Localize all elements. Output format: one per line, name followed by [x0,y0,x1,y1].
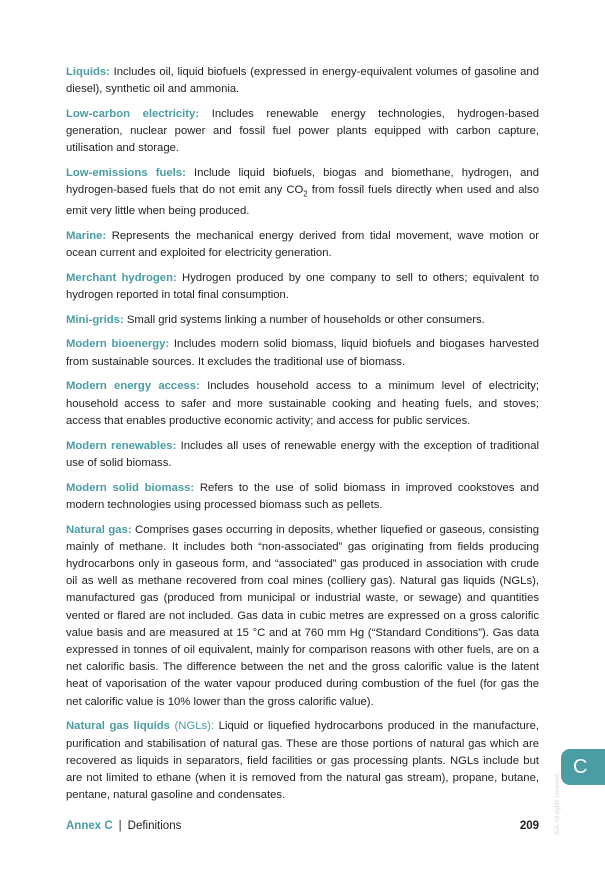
definition-text: Includes modern solid biomass, liquid biofuels and biogases harvested from sustainable sources. It excludes the traditional use of biomass. [66,338,539,368]
definition-natural-gas-liquids [66,718,539,804]
page-number: 209 [519,820,539,832]
definitions-list [66,64,539,812]
term-liquids: Liquids: [66,66,110,78]
definition-text: Includes renewable energy technologies, hydrogen-based generation, nuclear power and fossil fuel power plants equipped with carbon capture, utilisation and storage. [66,108,539,155]
term-merchant-hydrogen: Merchant hydrogen: [66,271,177,284]
definition-merchant-hydrogen [66,270,539,304]
definition-mini-grids [66,312,539,329]
definition-marine [66,228,539,262]
term-modern-solid-biomass: Modern solid biomass: [66,481,195,494]
term-natural-gas-liquids [66,720,214,732]
definition-text: Hydrogen produced by one company to sell to others; equivalent to hydrogen reported in total final consumption. [66,271,539,301]
term-low-carbon-electricity: Low-carbon electricity: [66,108,200,120]
definition-low-emissions-fuels [66,165,539,220]
definition-text: Includes oil, liquid biofuels (expressed in energy-equivalent volumes of gasoline and diesel), synthetic oil and ammonia. [66,66,539,96]
definition-text: Represents the mechanical energy derived from tidal movement, wave motion or ocean current and exploited for electricity generation. [66,229,539,259]
watermark: IEA. All rights reserved. [555,772,561,835]
term-mini-grids: Mini-grids: [66,313,124,326]
footer-annex: Annex C [66,820,113,832]
definition-modern-solid-biomass [66,480,539,514]
definition-text: Includes all uses of renewable energy with the exception of traditional use of solid biomass. [66,439,539,469]
footer-breadcrumb [66,820,181,832]
term-modern-energy-access: Modern energy access: [66,380,200,393]
footer-separator: | [118,820,122,832]
term-marine: Marine: [66,229,107,242]
term-ngls-abbreviation: (NGLs): [169,720,215,733]
definition-text: Refers to the use of solid biomass in improved cookstoves and modern technologies using processed biomass such as pellets. [66,481,539,511]
definition-text: from fossil fuels directly when used and also emit very little when being produced. [66,184,539,217]
term-natural-gas: Natural gas: [66,523,132,536]
term-modern-bioenergy: Modern bioenergy: [66,338,170,351]
definition-natural-gas [66,522,539,711]
page-footer [66,820,539,836]
term-modern-renewables: Modern renewables: [66,439,177,452]
definition-text: Include liquid biofuels, biogas and biomethane, hydrogen, and hydrogen-based fuels that do not emit any CO [66,167,539,197]
annex-tab [561,749,605,785]
definition-text: Includes household access to a minimum level of electricity; household access to safer and more sustainable cooking and heating fuels, and stoves; access that enables productive economic activity; and access for public services. [66,380,540,427]
term-low-emissions-fuels: Low-emissions fuels: [66,167,186,180]
definition-modern-renewables [66,438,539,472]
definition-modern-energy-access [66,378,539,430]
footer-section: Definitions [127,820,182,832]
definition-text: Small grid systems linking a number of households or other consumers. [123,313,485,326]
definition-text: Comprises gases occurring in deposits, whether liquefied or gaseous, consisting mainly of methane. It includes both “non-associated” gas originating from fields producing hydrocarbons only in gaseous form, and “associated” gas produced in association with crude oil as well as methane recovered from coal mines (colliery gas). Natural gas liquids (NGLs), manufactured gas (produced from municipal or industrial waste, or sewage) and quantities vented or flared are not included. Gas data in cubic metres are expressed on a gross calorific value basis and are measured at 15 °C and at 760 mm Hg (“Standard Conditions”). Gas data expressed in tonnes of oil equivalent, mainly for comparison reasons with other fuels, are on a net calorific basis. The difference between the net and the gross calorific value is the latent heat of vaporisation of the water vapour produced during combustion of the fuel (for gas the net calorific value is 10% lower than the gross calorific value). [66,523,539,708]
definition-liquids [66,64,539,98]
term-natural-gas-liquids-label: Natural gas liquids [66,720,170,733]
definition-modern-bioenergy [66,336,539,370]
co2-subscript: 2 [303,189,308,199]
definition-text: Liquid or liquefied hydrocarbons produced in the manufacture, purification and stabilisation of natural gas. These are those portions of natural gas which are recovered as liquids in separators, field facilities or gas processing plants. NGLs include but are not limited to ethane (when it is removed from the natural gas stream), propane, butane, pentane, natural gasoline and condensates. [66,720,539,802]
definition-low-carbon-electricity [66,106,539,158]
annex-tab-label: C [573,756,588,778]
